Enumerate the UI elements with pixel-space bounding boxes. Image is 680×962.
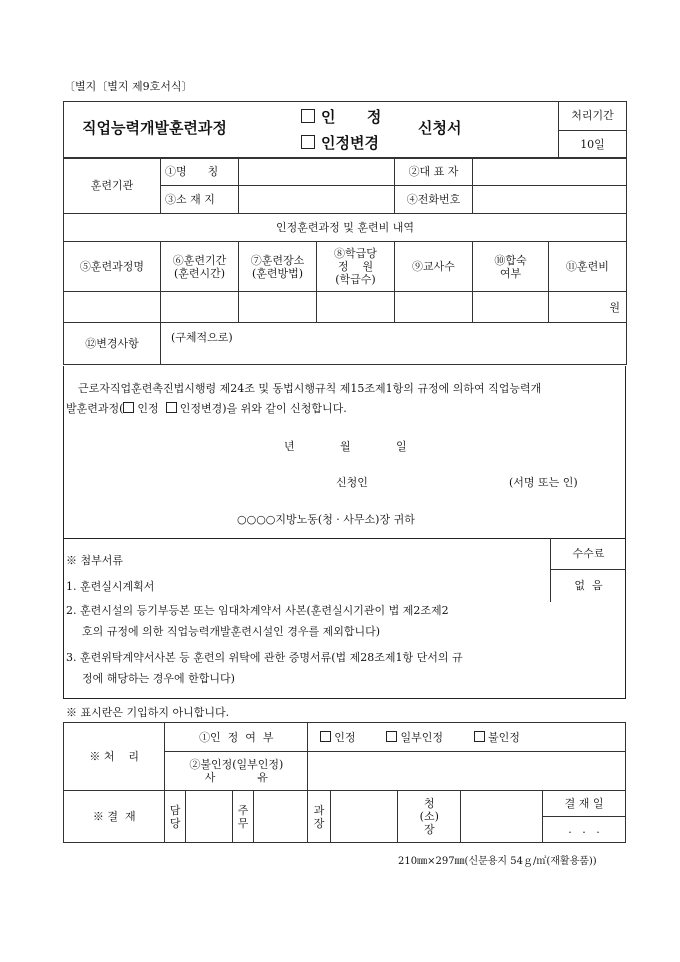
fee-column: [550, 538, 626, 602]
form-number-label: 〔별지〔별지 제9호서식〕: [64, 80, 193, 93]
attachment-item-2b: 호의 규정에 의한 직업능력개발훈련시설인 경우를 제외합니다): [82, 625, 381, 638]
name-input[interactable]: [239, 158, 395, 186]
sign-date-label: 결 재 일: [543, 791, 626, 817]
change-label: ⑫변경사항: [64, 323, 161, 365]
fee-value: 없 음: [574, 579, 603, 592]
director-sign[interactable]: [461, 791, 543, 843]
fee-label: 수수료: [551, 538, 626, 570]
option-partial[interactable]: 일부인정: [386, 731, 443, 744]
quota-input[interactable]: [317, 292, 395, 323]
attachments-box: [63, 538, 626, 699]
declaration-box: [63, 366, 626, 539]
option-approve[interactable]: 인 정: [301, 109, 381, 124]
main-table: [63, 157, 627, 365]
attachment-item-1: 1. 훈련실시계획서: [66, 580, 155, 593]
office-table: [63, 722, 626, 843]
head-label: 과 장: [308, 791, 331, 843]
institution-section-label: 훈련기관: [64, 158, 161, 214]
address-label: ③소 재 지: [161, 186, 239, 214]
staff-label: 담 당: [165, 791, 186, 843]
representative-input[interactable]: [473, 158, 627, 186]
col-lodging: ⑩합숙 여부: [473, 242, 549, 292]
paper-size-footer: 210㎜×297㎜(신문용지 54ｇ/㎡(재활용품)): [398, 856, 597, 867]
office-use-note: ※ 표시란은 기입하지 아니합니다.: [66, 706, 230, 719]
checkbox-change[interactable]: [301, 135, 315, 149]
declaration-checkbox-approve[interactable]: [123, 402, 134, 413]
staff-sign[interactable]: [186, 791, 233, 843]
processing-period-label: 처리기간: [559, 102, 627, 131]
attachments-title: ※ 첨부서류: [66, 554, 124, 567]
signature-label: (서명 또는 인): [509, 476, 578, 489]
option-rejected[interactable]: 불인정: [474, 731, 520, 744]
checkbox-approved[interactable]: [320, 731, 331, 742]
addressee: ○○○○지방노동(청 · 사무소)장 귀하: [237, 513, 415, 526]
processing-period-value: 10일: [559, 130, 627, 159]
col-course-name: ⑤훈련과정명: [64, 242, 161, 292]
head-sign[interactable]: [330, 791, 397, 843]
declaration-line-2: 발훈련과정( 인정 인정변경)을 위와 같이 신청합니다.: [66, 402, 347, 415]
lodging-input[interactable]: [473, 292, 549, 323]
attachment-item-2a: 2. 훈련시설의 등기부등본 또는 임대차계약서 사본(훈련실시기관이 법 제2조제2: [66, 604, 449, 617]
processing-label: ※ 처 리: [64, 723, 165, 791]
checkbox-approve[interactable]: [301, 109, 315, 123]
name-label: ①명 칭: [161, 158, 239, 186]
form-title: 직업능력개발훈련과정: [82, 119, 227, 137]
form-title-cell: [64, 102, 559, 159]
chief-sign[interactable]: [254, 791, 308, 843]
col-place: ⑦훈련장소 (훈련방법): [239, 242, 317, 292]
date-day: 일: [396, 440, 407, 453]
cost-unit: 원: [609, 300, 620, 314]
reason-label: ②불인정(일부인정) 사 유: [165, 752, 308, 791]
change-hint: (구체적으로): [171, 331, 233, 344]
form-title-suffix: 신청서: [418, 119, 462, 137]
representative-label: ②대 표 자: [395, 158, 473, 186]
option-approved[interactable]: 인정: [320, 731, 355, 744]
place-input[interactable]: [239, 292, 317, 323]
attachment-item-3b: 정에 해당하는 경우에 한합니다): [82, 672, 235, 685]
phone-label: ④전화번호: [395, 186, 473, 214]
title-table: [63, 101, 627, 159]
sign-date-value[interactable]: . . .: [543, 817, 626, 843]
period-input[interactable]: [161, 292, 239, 323]
chief-label: 주 무: [232, 791, 254, 843]
sign-label: ※ 결 재: [64, 791, 165, 843]
course-name-input[interactable]: [64, 292, 161, 323]
reason-input[interactable]: [308, 752, 626, 791]
col-cost: ⑪훈련비: [549, 242, 627, 292]
declaration-checkbox-change[interactable]: [166, 402, 177, 413]
option-change[interactable]: 인정변경: [301, 135, 379, 150]
address-input[interactable]: [239, 186, 395, 214]
approval-label: ①인 정 여 부: [165, 723, 308, 752]
col-quota: ⑧학급당 정 원 (학급수): [317, 242, 395, 292]
checkbox-rejected[interactable]: [474, 731, 485, 742]
director-label: 청 (소) 장: [398, 791, 461, 843]
date-year: 년: [284, 440, 295, 453]
change-input[interactable]: [161, 323, 627, 365]
applicant-label: 신청인: [336, 476, 368, 489]
date-month: 월: [340, 440, 351, 453]
col-period: ⑥훈련기간 (훈련시간): [161, 242, 239, 292]
declaration-line-1: 근로자직업훈련촉진법시행령 제24조 및 동법시행규칙 제15조제1항의 규정에 의하여 직업능력개: [78, 382, 542, 395]
checkbox-partial[interactable]: [386, 731, 397, 742]
col-teacher: ⑨교사수: [395, 242, 473, 292]
teacher-input[interactable]: [395, 292, 473, 323]
cost-input[interactable]: [549, 292, 627, 323]
approval-options: [308, 723, 626, 752]
course-section-title: 인정훈련과정 및 훈련비 내역: [64, 214, 627, 242]
attachment-item-3a: 3. 훈련위탁계약서사본 등 훈련의 위탁에 관한 증명서류(법 제28조제1항 단서의 규: [66, 651, 463, 664]
phone-input[interactable]: [473, 186, 627, 214]
